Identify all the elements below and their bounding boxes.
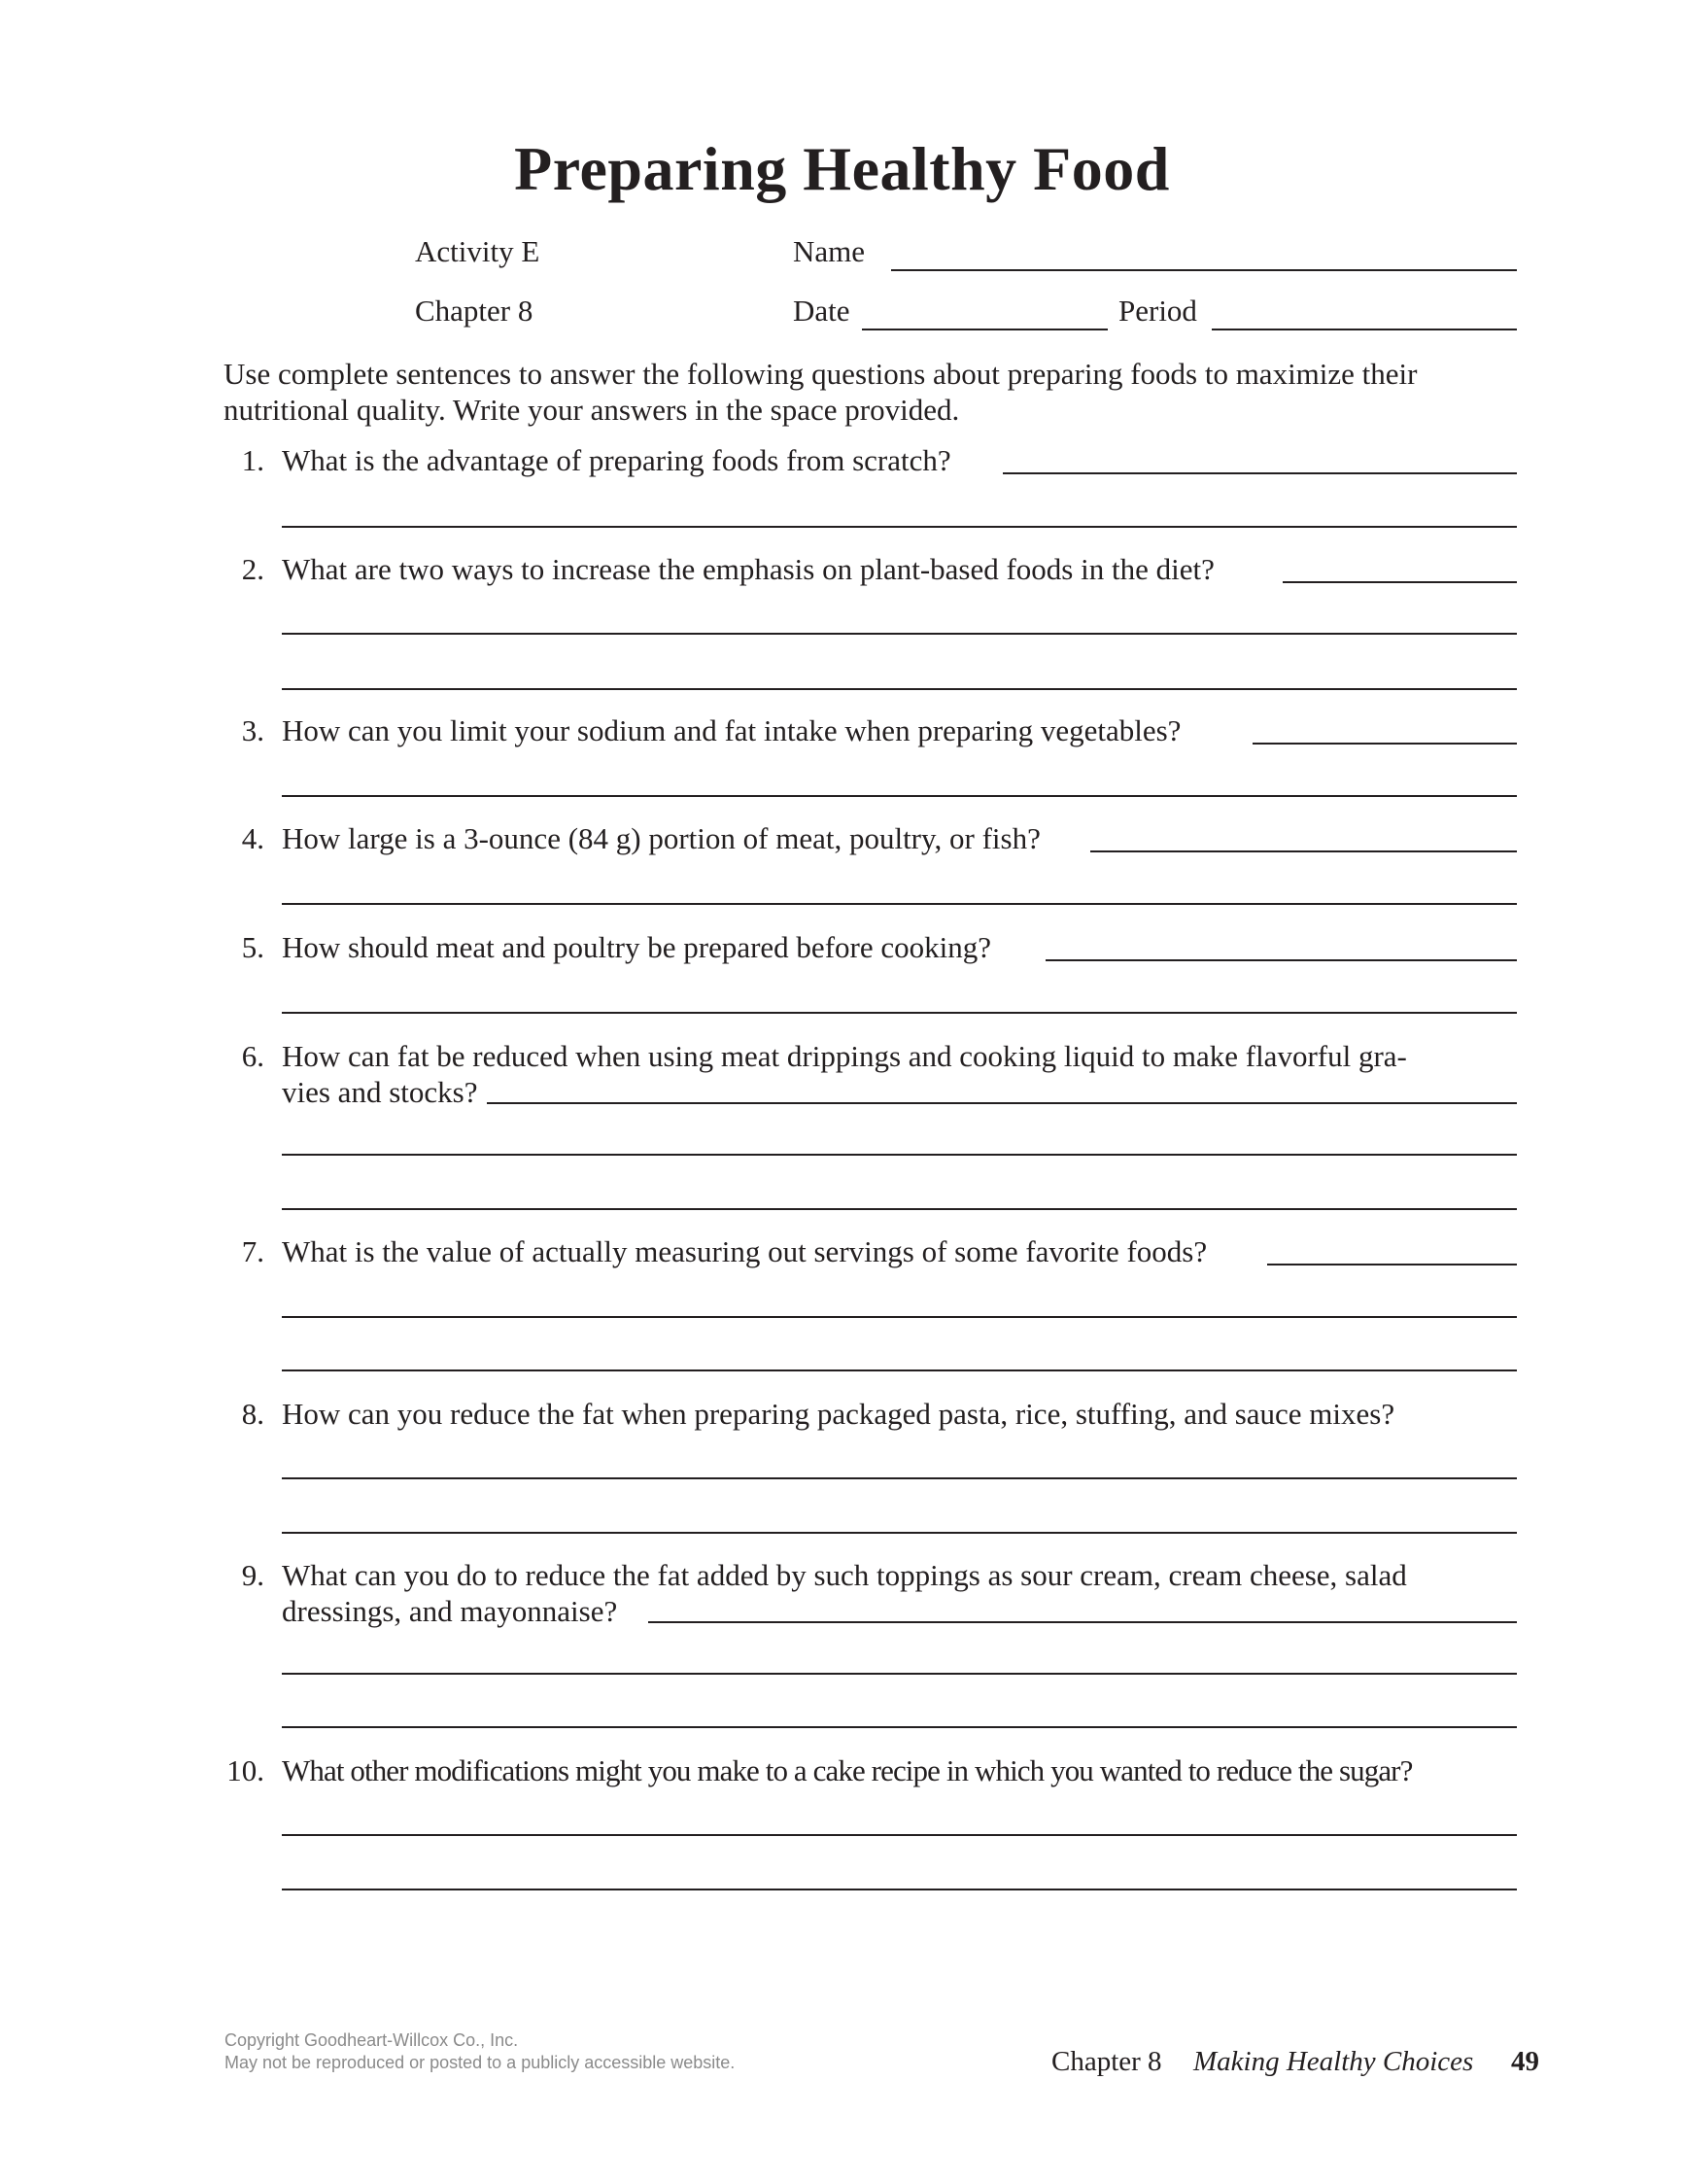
- question-number: 10.: [226, 1753, 264, 1787]
- question-number: 1.: [241, 443, 264, 477]
- question-text: How can you limit your sodium and fat intake when preparing vegetables?: [282, 713, 1182, 747]
- question-number: 9.: [241, 1558, 264, 1592]
- answer-line[interactable]: [282, 1369, 1517, 1371]
- name-label: Name: [793, 234, 866, 268]
- answer-line[interactable]: [282, 1726, 1517, 1728]
- answer-line[interactable]: [282, 1154, 1517, 1156]
- answer-line[interactable]: [282, 1477, 1517, 1479]
- answer-line[interactable]: [282, 633, 1517, 635]
- question-text: How large is a 3-ounce (84 g) portion of meat, poultry, or fish?: [282, 821, 1041, 855]
- instructions: Use complete sentences to answer the following questions about preparing foods to maximize their nutritional quality. Write your answers in the space provided.: [223, 357, 1418, 427]
- date-field[interactable]: [862, 329, 1108, 330]
- answer-line[interactable]: [487, 1102, 1517, 1104]
- answer-line[interactable]: [1090, 850, 1517, 852]
- question-number: 7.: [241, 1234, 264, 1268]
- copyright-line: May not be reproduced or posted to a publicly accessible website.: [224, 2053, 736, 2072]
- question-text: How can fat be reduced when using meat drippings and cooking liquid to make flavorful gra-: [282, 1039, 1407, 1073]
- date-label: Date: [793, 294, 850, 328]
- copyright-line: Copyright Goodheart-Willcox Co., Inc.: [224, 2030, 519, 2050]
- answer-line[interactable]: [1267, 1264, 1517, 1265]
- question-text-continued: vies and stocks?: [282, 1075, 478, 1109]
- question-number: 2.: [241, 552, 264, 586]
- question-text-continued: dressings, and mayonnaise?: [282, 1594, 618, 1628]
- answer-line[interactable]: [1283, 581, 1517, 583]
- answer-line[interactable]: [1003, 472, 1517, 474]
- answer-line[interactable]: [282, 526, 1517, 528]
- page-number: 49: [1511, 2046, 1539, 2077]
- answer-line[interactable]: [282, 795, 1517, 797]
- answer-line[interactable]: [282, 1532, 1517, 1534]
- answer-line[interactable]: [648, 1621, 1517, 1623]
- activity-label: Activity E: [415, 234, 540, 268]
- question-text: How can you reduce the fat when preparing packaged pasta, rice, stuffing, and sauce mixes?: [282, 1397, 1395, 1431]
- answer-line[interactable]: [1253, 743, 1517, 745]
- footer-chapter: Chapter 8: [1051, 2046, 1162, 2077]
- answer-line[interactable]: [282, 1673, 1517, 1675]
- answer-line[interactable]: [282, 1889, 1517, 1890]
- chapter-label: Chapter 8: [415, 294, 533, 328]
- question-text: What are two ways to increase the emphasis on plant-based foods in the diet?: [282, 552, 1215, 586]
- answer-line[interactable]: [282, 688, 1517, 690]
- question-number: 6.: [241, 1039, 264, 1073]
- header-row-activity: [0, 234, 1684, 273]
- question-text: What is the advantage of preparing foods from scratch?: [282, 443, 951, 477]
- question-number: 3.: [241, 713, 264, 747]
- period-field[interactable]: [1212, 329, 1517, 330]
- name-field[interactable]: [891, 269, 1517, 271]
- question-number: 8.: [241, 1397, 264, 1431]
- question-text: What other modifications might you make to a cake recipe in which you wanted to reduce the sugar?: [282, 1753, 1413, 1787]
- answer-line[interactable]: [282, 1208, 1517, 1210]
- answer-line[interactable]: [282, 1012, 1517, 1014]
- question-text: What is the value of actually measuring out servings of some favorite foods?: [282, 1234, 1208, 1268]
- question-number: 4.: [241, 821, 264, 855]
- header-row-chapter: [0, 294, 1684, 332]
- footer-chapter-title: Making Healthy Choices: [1193, 2046, 1474, 2077]
- answer-line[interactable]: [282, 1316, 1517, 1318]
- question-number: 5.: [241, 930, 264, 964]
- answer-line[interactable]: [282, 1834, 1517, 1836]
- question-text: What can you do to reduce the fat added by such toppings as sour cream, cream cheese, salad: [282, 1558, 1407, 1592]
- answer-line[interactable]: [282, 903, 1517, 905]
- question-text: How should meat and poultry be prepared before cooking?: [282, 930, 991, 964]
- period-label: Period: [1118, 294, 1197, 328]
- answer-line[interactable]: [1046, 959, 1517, 961]
- page-title: Preparing Healthy Food: [514, 134, 1170, 203]
- copyright-notice: [224, 2029, 735, 2074]
